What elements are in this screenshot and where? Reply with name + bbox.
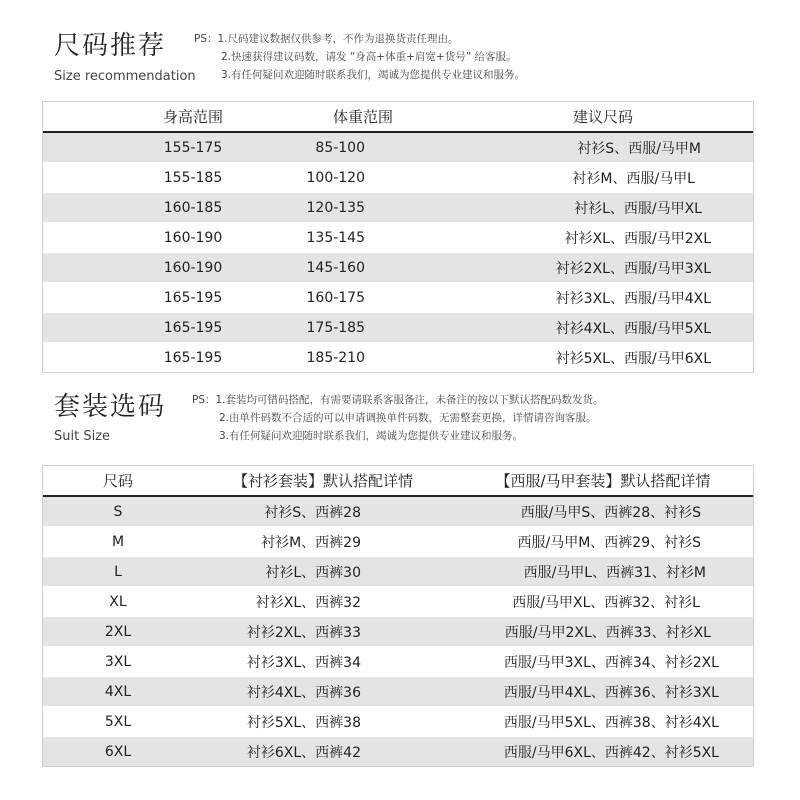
weight-range: 185-210 — [306, 349, 365, 366]
recommended-size: 衬衫M、西服/马甲L — [572, 170, 695, 187]
recommended-size: 衬衫L、西服/马甲XL — [574, 200, 702, 217]
table-row — [43, 253, 753, 283]
height-range: 165-195 — [163, 319, 223, 336]
size-code: L — [114, 563, 122, 580]
recommended-size: 衬衫5XL、西服/马甲6XL — [555, 350, 711, 367]
table-row — [43, 343, 753, 373]
header-recommended-size: 建议尺码 — [572, 108, 633, 126]
size-code: M — [111, 533, 125, 550]
height-range: 160-185 — [163, 199, 223, 216]
suit-note-1: PS：1.套装均可错码搭配，有需要请联系客服备注，未备注的按以下默认搭配码数发货。 — [192, 394, 604, 406]
table-row — [43, 223, 753, 253]
header-shirt-suit: 【衬衫套装】默认搭配详情 — [232, 472, 413, 490]
size-title-en: Size recommendation — [54, 69, 196, 84]
table-row — [43, 647, 753, 677]
table-row — [43, 527, 753, 557]
weight-range: 160-175 — [306, 289, 365, 306]
size-title: 尺码推荐 — [54, 31, 167, 61]
blazer-suit-detail: 西服/马甲5XL、西裤38、衬衫4XL — [503, 714, 719, 731]
weight-range: 120-135 — [306, 199, 365, 216]
shirt-suit-detail: 衬衫L、西裤30 — [265, 564, 361, 581]
shirt-suit-detail: 衬衫6XL、西裤42 — [246, 744, 361, 761]
table-row — [43, 313, 753, 343]
shirt-suit-detail: 衬衫2XL、西裤33 — [246, 624, 361, 641]
table-row — [43, 707, 753, 737]
weight-range: 135-145 — [306, 229, 365, 246]
table-row — [43, 737, 753, 767]
recommended-size: 衬衫3XL、西服/马甲4XL — [555, 290, 711, 307]
recommended-size: 衬衫4XL、西服/马甲5XL — [555, 320, 711, 337]
weight-range: 100-120 — [306, 169, 365, 186]
suit-title-en: Suit Size — [54, 429, 111, 444]
suit-note-3: 3.有任何疑问欢迎随时联系我们，竭诚为您提供专业建议和服务。 — [219, 430, 524, 442]
size-note-2: 2.快速获得建议码数，请发 “身高+体重+肩宽+货号” 给客服。 — [221, 51, 517, 63]
header-blazer-suit: 【西服/马甲套装】默认搭配详情 — [495, 472, 711, 490]
blazer-suit-detail: 西服/马甲3XL、西裤34、衬衫2XL — [503, 654, 719, 671]
suit-table — [42, 465, 754, 767]
table-row — [43, 587, 753, 617]
size-code: 6XL — [104, 743, 132, 760]
blazer-suit-detail: 西服/马甲6XL、西裤42、衬衫5XL — [503, 744, 719, 761]
shirt-suit-detail: 衬衫M、西裤29 — [261, 534, 361, 551]
suit-notes — [192, 391, 604, 445]
recommended-size: 衬衫S、西服/马甲M — [577, 140, 701, 157]
blazer-suit-detail: 西服/马甲4XL、西裤36、衬衫3XL — [503, 684, 719, 701]
shirt-suit-detail: 衬衫3XL、西裤34 — [246, 654, 361, 671]
suit-note-2: 2.由单件码数不合适的可以申请调换单件码数，无需整套更换，详情请咨询客服。 — [219, 412, 597, 424]
shirt-suit-detail: 衬衫XL、西裤32 — [255, 594, 361, 611]
weight-range: 175-185 — [306, 319, 365, 336]
table-row — [43, 193, 753, 223]
shirt-suit-detail: 衬衫S、西裤28 — [264, 504, 361, 521]
height-range: 160-190 — [163, 229, 223, 246]
shirt-suit-detail: 衬衫4XL、西裤36 — [246, 684, 361, 701]
recommended-size: 衬衫2XL、西服/马甲3XL — [555, 260, 711, 277]
blazer-suit-detail: 西服/马甲2XL、西裤33、衬衫XL — [504, 624, 711, 641]
blazer-suit-detail: 西服/马甲L、西裤31、衬衫M — [523, 564, 706, 581]
size-code: 4XL — [104, 683, 132, 700]
height-range: 165-195 — [163, 349, 223, 366]
weight-range: 145-160 — [306, 259, 365, 276]
size-code: S — [113, 503, 123, 520]
size-note-1: PS：1.尺码建议数据仅供参考，不作为退换货责任理由。 — [194, 33, 459, 45]
header-height-range: 身高范围 — [162, 108, 223, 126]
table-row — [43, 677, 753, 707]
blazer-suit-detail: 西服/马甲XL、西裤32、衬衫L — [512, 594, 700, 611]
size-table-header — [43, 102, 753, 133]
height-range: 155-185 — [163, 169, 223, 186]
weight-range: 85-100 — [315, 139, 365, 156]
blazer-suit-detail: 西服/马甲M、西裤29、衬衫S — [517, 534, 701, 551]
table-row — [43, 497, 753, 527]
table-row — [43, 133, 753, 163]
suit-title: 套装选码 — [54, 392, 167, 422]
height-range: 160-190 — [163, 259, 223, 276]
size-notes — [194, 30, 525, 84]
size-code: 5XL — [104, 713, 132, 730]
header-size: 尺码 — [102, 472, 133, 490]
size-code: 3XL — [104, 653, 132, 670]
shirt-suit-detail: 衬衫5XL、西裤38 — [246, 714, 361, 731]
blazer-suit-detail: 西服/马甲S、西裤28、衬衫S — [520, 504, 701, 521]
suit-table-header — [43, 466, 753, 497]
size-code: XL — [109, 593, 127, 610]
size-code: 2XL — [104, 623, 132, 640]
table-row — [43, 163, 753, 193]
height-range: 165-195 — [163, 289, 223, 306]
size-note-3: 3.有任何疑问欢迎随时联系我们，竭诚为您提供专业建议和服务。 — [221, 69, 526, 81]
table-row — [43, 557, 753, 587]
table-row — [43, 617, 753, 647]
recommended-size: 衬衫XL、西服/马甲2XL — [564, 230, 711, 247]
header-weight-range: 体重范围 — [332, 108, 393, 126]
table-row — [43, 283, 753, 313]
size-table — [42, 101, 754, 373]
height-range: 155-175 — [163, 139, 223, 156]
